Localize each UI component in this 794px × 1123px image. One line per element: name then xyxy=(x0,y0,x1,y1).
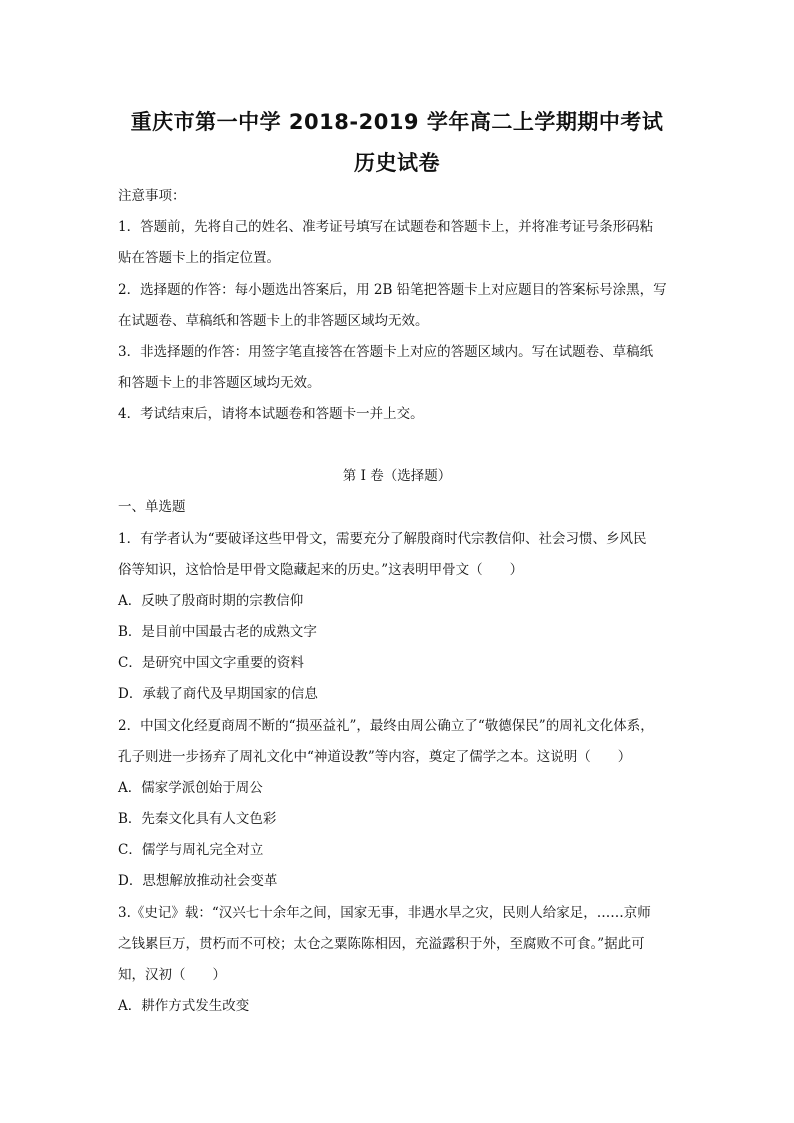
question-stem-line: 2．中国文化经夏商周不断的“损巫益礼”，最终由周公确立了“敬德保民”的周礼文化体系， xyxy=(118,718,654,734)
answer-option: D．思想解放推动社会变革 xyxy=(118,873,278,889)
question-stem-line: 3.《史记》载：“汉兴七十余年之间，国家无事，非遇水旱之灾，民则人给家足，……京师 xyxy=(118,905,651,921)
notice-heading: 注意事项： xyxy=(118,188,186,204)
answer-option: A．耕作方式发生改变 xyxy=(118,998,250,1014)
answer-option: A．儒家学派创始于周公 xyxy=(118,780,263,796)
notice-line: 1．答题前，先将自己的姓名、准考证号填写在试题卷和答题卡上，并将准考证号条形码粘 xyxy=(118,219,654,235)
question-stem-line: 俗等知识，这恰恰是甲骨文隐藏起来的历史。”这表明甲骨文（ ） xyxy=(118,562,524,578)
volume-title: 第 I 卷（选择题） xyxy=(342,468,452,484)
exam-subject-title: 历史试卷 xyxy=(354,151,440,175)
exam-title: 重庆市第一中学 2018-2019 学年高二上学期期中考试 xyxy=(130,110,664,134)
notice-line: 和答题卡上的非答题区域均无效。 xyxy=(118,375,321,391)
question-stem-line: 知，汉初（ ） xyxy=(118,967,226,983)
answer-option: A．反映了殷商时期的宗教信仰 xyxy=(118,593,304,609)
answer-option: D．承载了商代及早期国家的信息 xyxy=(118,686,318,702)
answer-option: B．先秦文化具有人文色彩 xyxy=(118,811,277,827)
question-stem-line: 之钱累巨万，贯朽而不可校；太仓之粟陈陈相因，充溢露积于外，至腐败不可食。”据此可 xyxy=(118,936,645,952)
answer-option: C．是研究中国文字重要的资料 xyxy=(118,655,304,671)
notice-line: 3．非选择题的作答：用签字笔直接答在答题卡上对应的答题区域内。写在试题卷、草稿纸 xyxy=(118,344,654,360)
notice-line: 贴在答题卡上的指定位置。 xyxy=(118,250,280,266)
notice-line: 在试题卷、草稿纸和答题卡上的非答题区域均无效。 xyxy=(118,313,429,329)
question-type-heading: 一、单选题 xyxy=(118,499,186,515)
answer-option: B．是目前中国最古老的成熟文字 xyxy=(118,624,317,640)
question-stem-line: 1．有学者认为“要破译这些甲骨文，需要充分了解殷商时代宗教信仰、社会习惯、乡风民 xyxy=(118,531,647,547)
notice-line: 4．考试结束后，请将本试题卷和答题卡一并上交。 xyxy=(118,406,424,422)
answer-option: C．儒学与周礼完全对立 xyxy=(118,842,264,858)
question-stem-line: 孔子则进一步扬弃了周礼文化中“神道设教”等内容，奠定了儒学之本。这说明（ ） xyxy=(118,749,632,765)
notice-line: 2．选择题的作答：每小题选出答案后，用 2B 铅笔把答题卡上对应题目的答案标号涂黑，写 xyxy=(118,282,667,298)
